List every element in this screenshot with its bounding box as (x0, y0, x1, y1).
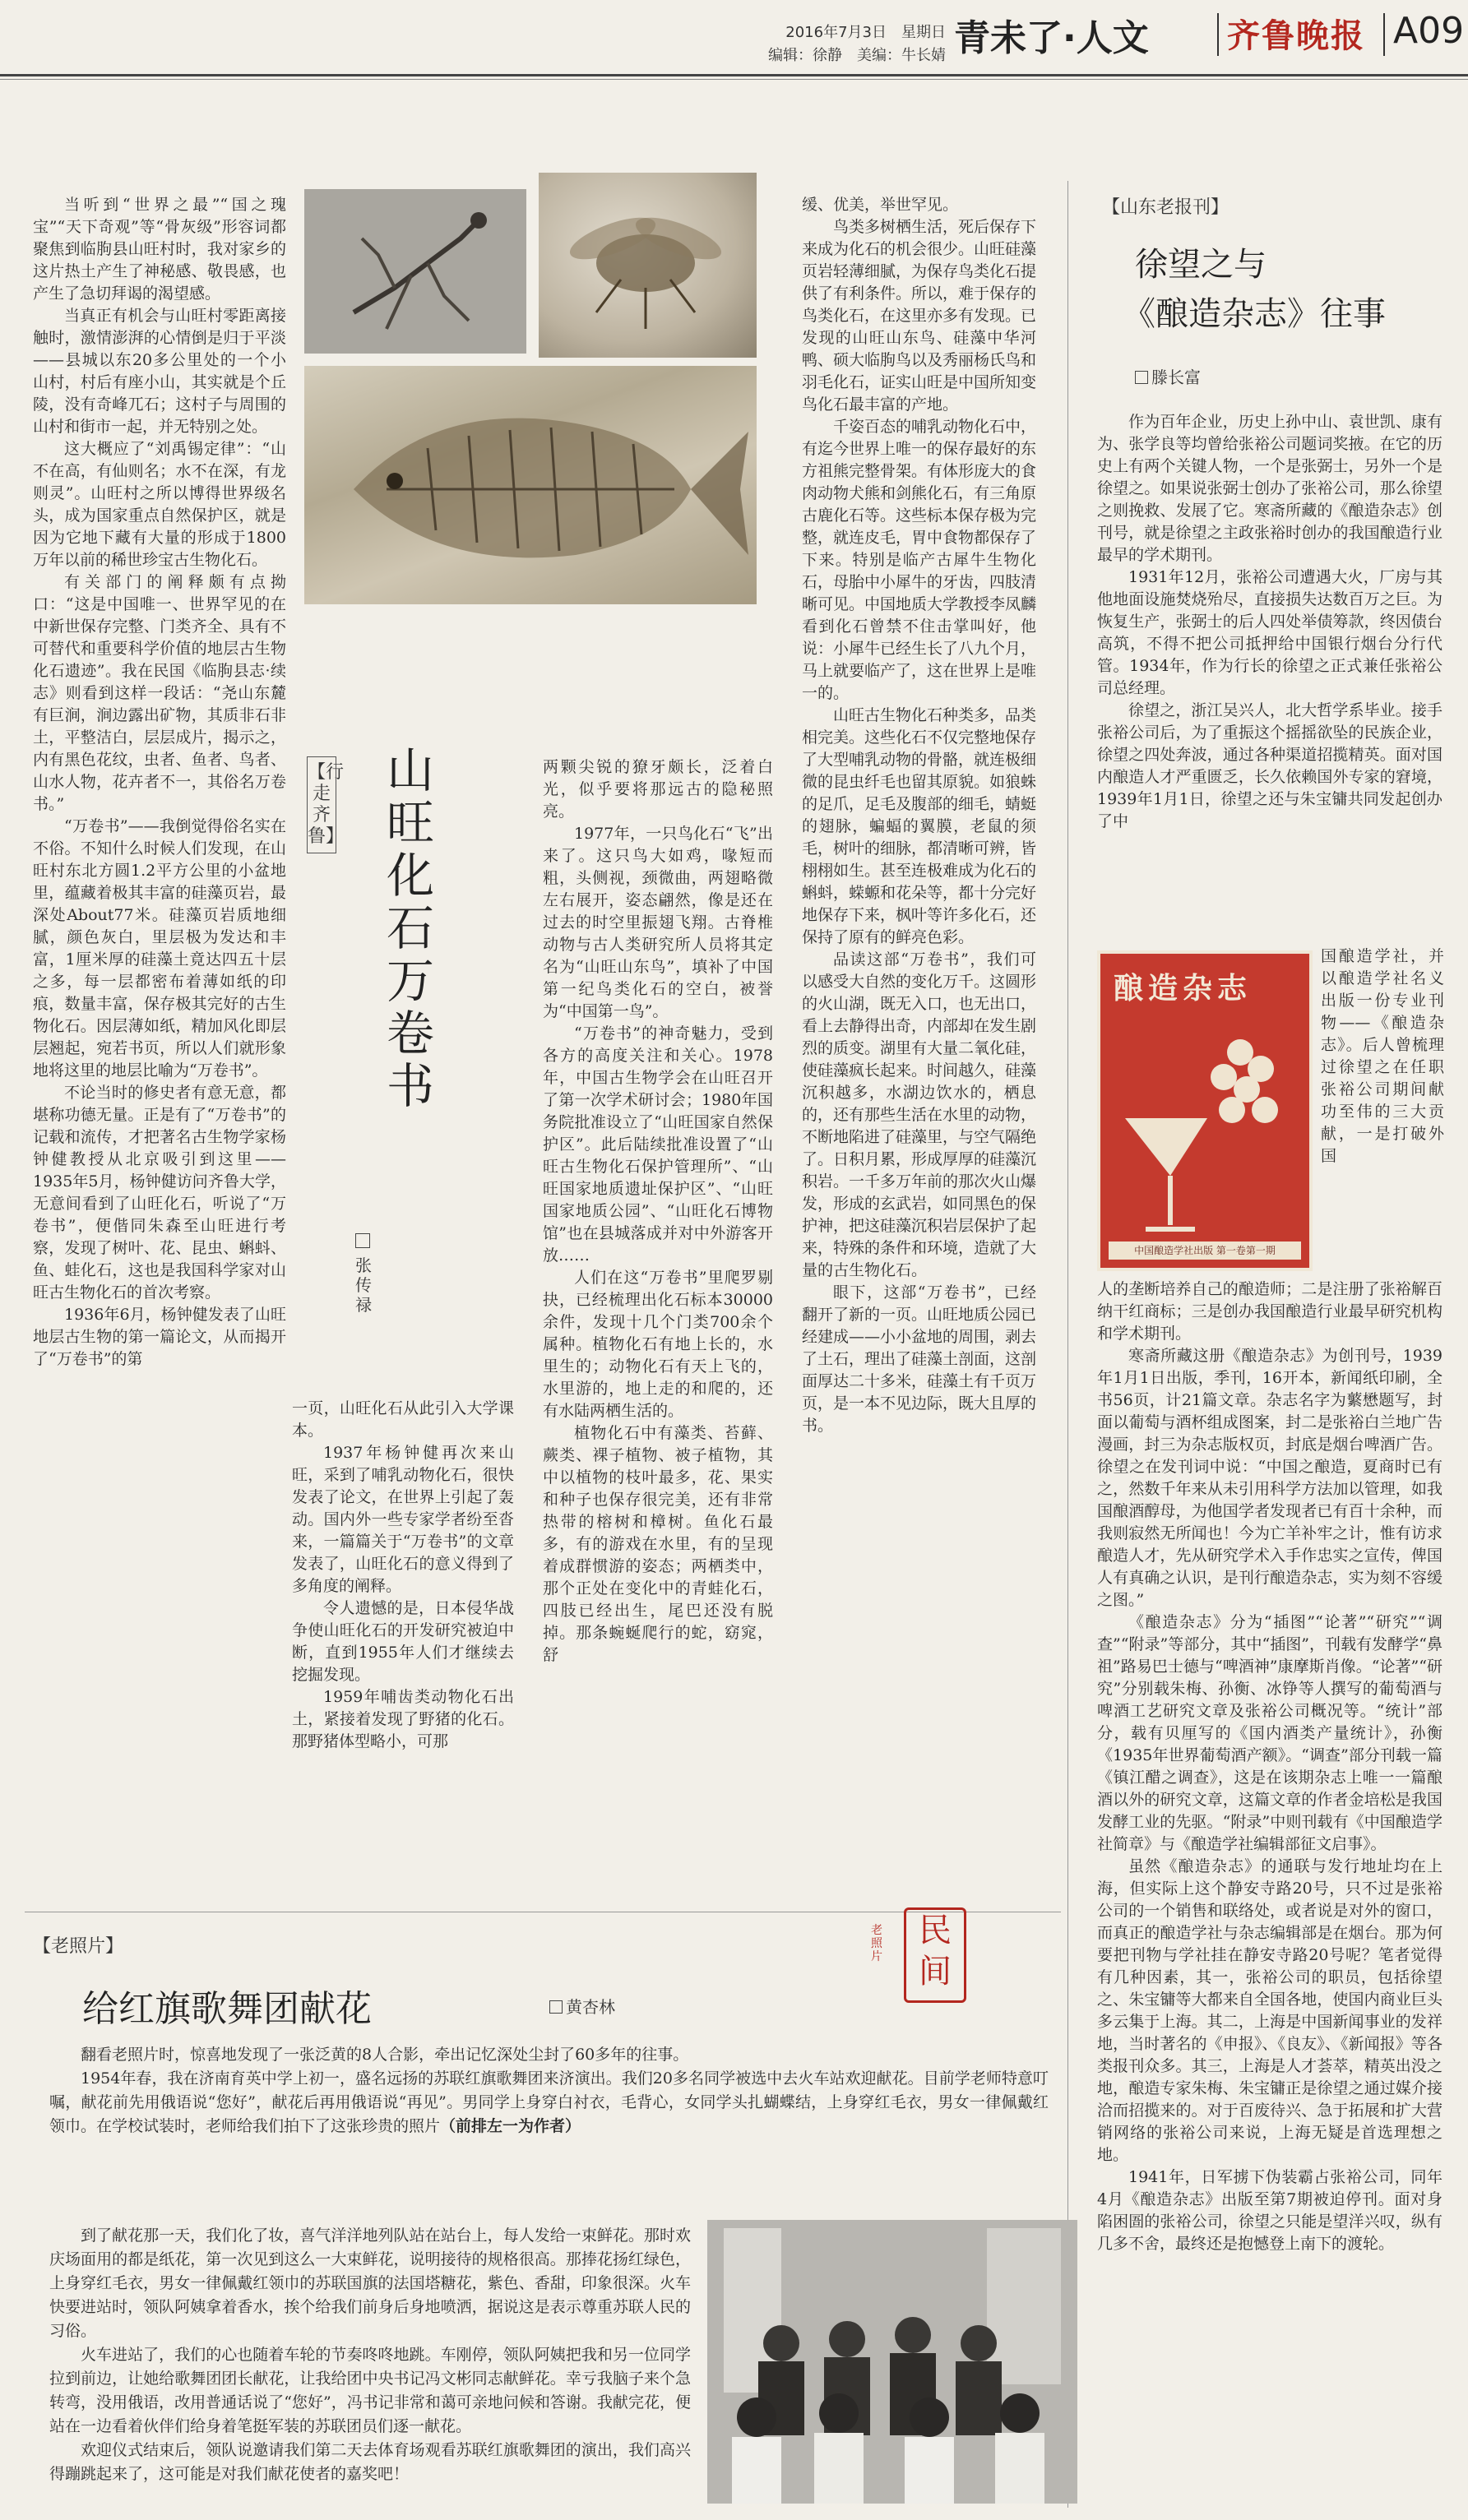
fossil-article-author (355, 1233, 377, 1315)
paragraph-text: 1954年春，我在济南育英中学上初一，盛名远扬的苏联红旗歌舞团来济演出。我们20多名同学被选中去火车站欢迎献花。 (81, 2069, 924, 2088)
paragraph: 植物化石中有藻类、苔藓、蕨类、裸子植物、被子植物，其中以植物的枝叶最多，花、果实和种子也保存很完美，还有非常热带的榕树和樟树。鱼化石最多，有的游戏在水里，有的呈现着成群惯游的姿态；两栖类中，那个正处在变化中的青蛙化石，四肢已经出生，尾巴还没有脱掉。那条蜿蜒爬行的蛇，窈窕，舒 (543, 1424, 773, 1664)
photo-article-intro (49, 2043, 1049, 2139)
paragraph: 人们在这“万卷书”里爬罗剔抉，已经梳理出化石标本30000余件，发现十几个门类700余个属种。植物化石有地上长的，水里生的；动物化石有天上飞的，水里游的，地上走的和爬的，还有水陆两栖生活的。 (543, 1269, 773, 1420)
paragraph (49, 2067, 1049, 2139)
paragraph: 1977年，一只鸟化石“飞”出来了。这只鸟大如鸡，喙短而粗，头侧视，颈微曲，两翅略微左右展开，姿态翩然，像是还在过去的时空里振翅飞翔。古脊椎动物与古人类研究所人员将其定名为“山旺山东鸟”，填补了中国第一纪鸟类化石的空白，被誉为“中国第一鸟”。 (543, 825, 773, 1020)
yeast-article-body-top (1097, 411, 1443, 946)
paragraph: 1937年杨钟健再次来山旺，采到了哺乳动物化石，很快发表了论文，在世界上引起了轰动。国内外一些专家学者纷至沓来，一篇篇关于“万卷书”的文章发表了，山旺化石的意义得到了多角度的阐释。 (292, 1444, 514, 1595)
paragraph: 一页，山旺化石从此引入大学课本。 (292, 1399, 514, 1440)
paragraph: 到了献花那一天，我们化了妆，喜气洋洋地列队站在站台上，每人发给一束鲜花。那时欢庆场面用的都是纸花，第一次见到这么一大束鲜花，说明接待的规格很高。那捧花扬红绿色，上身穿红毛衣，男女一律佩戴红领巾的苏联国旗的法国塔糖花，紫色、香甜，印象很深。火车快要进站时，领队阿姨拿着香水，挨个给我们前身后身地喷洒，据说这是表示尊重苏联人民的习俗。 (49, 2226, 691, 2340)
fossil-article-column-3 (543, 756, 773, 1883)
photo-article-body (49, 2224, 691, 2504)
paragraph: 作为百年企业，历史上孙中山、袁世凯、康有为、张学良等均曾给张裕公司题词奖掖。在它的历史上有两个关键人物，一个是张弼士，另外一个是徐望之。如果说张弼士创办了张裕公司，那么徐望之则挽救、发展了它。寒斋所藏的《酿造杂志》创刊号，就是徐望之主政张裕时创办的我国酿造行业最早的学术期刊。 (1097, 413, 1443, 564)
yeast-article-title-line1: 徐望之与 (1135, 246, 1267, 284)
paragraph: 1936年6月，杨钟健发表了山旺地层古生物的第一篇论文，从而揭开了“万卷书”的第 (33, 1306, 286, 1368)
paragraph: 山旺古生物化石种类多，品类相完美。这些化石不仅完整地保存了大型哺乳动物的骨骼，就连极细微的昆虫纤毛也留其原貌。如狼蛛的足爪，足毛及腹部的细毛，蜻蜓的翅脉，蝙蝠的翼膜，老鼠的须毛，树叶的细脉，都清晰可辨，皆栩栩如生。甚至连极难成为化石的蝌蚪，蝾螈和花朵等，都十分完好地保存下来，枫叶等许多化石，还保持了原有的鲜亮色彩。 (802, 706, 1036, 946)
paragraph: 有关部门的阐释颇有点拗口：“这是中国唯一、世界罕见的在中新世保存完整、门类齐全、具有不可替代和重要科学价值的地层古生物化石遗迹”。我在民国《临朐县志·续志》则看到这样一段话：“尧山东麓有巨涧，涧边露出矿物，其质非石非土，平整洁白，层层成片，揭示之，内有黑色花纹，虫者、鱼者、鸟者、山水人物，花卉者不一，其俗名万卷书。” (33, 573, 286, 813)
paragraph: 当听到“世界之最”“国之瑰宝”“天下奇观”等“骨灰级”形容词都聚焦到临朐县山旺村时，我对家乡的这片热土产生了神秘感、敬畏感，也产生了急切拜谒的渴望感。 (33, 196, 286, 303)
paragraph: 千姿百态的哺乳动物化石中，有迄今世界上唯一的保存最好的东方祖熊完整骨架。有体形庞大的食肉动物犬熊和剑熊化石，有三角原古鹿化石等。这些标本保存极为完整，就连皮毛，胃中食物都保存了下来。特别是临产古犀牛生物化石，母胎中小犀牛的牙齿，四肢清晰可见。中国地质大学教授李凤麟看到化石曾禁不住击掌叫好，他说：小犀牛已经生长了八九个月，马上就要临产了，这在世界上是唯一的。 (802, 418, 1036, 702)
paragraph: 缓、优美，举世罕见。 (802, 196, 959, 214)
author-name: 滕长富 (1151, 368, 1201, 387)
fossil-article-column-1 (33, 194, 286, 1884)
column-tag: 【行走齐鲁】 (307, 756, 336, 853)
magazine-cover-title: 酿造杂志 (1114, 971, 1253, 1006)
author-box-icon (549, 2000, 563, 2014)
seal-main-text: 民间 (904, 1907, 966, 2003)
page-number: A09 (1393, 10, 1465, 52)
fossil-photo-bird (304, 189, 526, 354)
author-box-icon (1135, 371, 1148, 384)
paragraph: 火车进站了，我们的心也随着车轮的节奏咚咚地跳。车刚停，领队阿姨把我和另一位同学拉到前边，让她给歌舞团团长献花，让我给团中央书记冯文彬同志献鲜花。幸亏我脑子来个急转弯，没用俄语，改用普通话说了“您好”，冯书记非常和蔼可亲地问候和答谢。我献完花，便站在一边看着伙伴们给身着笔挺军装的苏联团员们逐一献花。 (49, 2346, 691, 2435)
column-divider (1067, 181, 1068, 2508)
seal-side-text: 老照片 (871, 1924, 882, 1963)
caption-note: （前排左一为作者） (440, 2117, 581, 2135)
header-divider (1383, 13, 1385, 56)
header-date: 2016年7月3日 星期日 (785, 24, 946, 41)
paragraph: “万卷书”——我倒觉得俗名实在不俗。不知什么时候人们发现，在山旺村东北方圆1.2平方公里的小盆地里，蕴藏着极其丰富的硅藻页岩，最深处About77米。硅藻页岩质地细腻，颜色灰白，里层极为发达和丰富，1厘米厚的硅藻土竟达四五十层之多，每一层都密布着薄如纸的印痕，数量丰富，保存极其完好的古生物化石。因层薄如纸，精加风化即层层翘起，宛若书页，所以人们就形象地将这里的地层比喻为“万卷书”。 (33, 817, 286, 1080)
magazine-cover-caption: 中国酿造学社出版 第一卷第一期 (1134, 1245, 1276, 1256)
fossil-article-column-4 (802, 194, 1036, 1884)
column-seal (868, 1907, 966, 2006)
paragraph: 寒斋所藏这册《酿造杂志》为创刊号，1939年1月1日出版，季刊，16开本，新闻纸印刷，全书56页，计21篇文章。杂志名字为蘩懋题写，封面以葡萄与酒杯组成图案，封二是张裕白兰地广告漫画，封三为杂志版权页，封底是烟台啤酒广告。徐望之在发刊词中说：“中国之酿造，夏商时已有之，然数千年来从未引用科学方法加以管理，如我国酿酒醇母，为他国学者发现者已有百十余种，而我则寂然无所闻也！今为亡羊补牢之计，惟有访求酿造人才，先从研究学术入手作忠实之宣传，俾国人有真确之认识，是刊行酿造杂志，实为刻不容缓之图。” (1097, 1347, 1443, 1609)
author-name: 黄杏林 (566, 1997, 615, 2017)
paragraph: 当真正有机会与山旺村零距离接触时，激情澎湃的心情倒是归于平淡——县城以东20多公里处的一个小山村，村后有座小山，其实就是个丘陵，没有奇峰兀石；这村子与周围的山村和街市一起，并无特别之处。 (33, 307, 286, 436)
paragraph: 虽然《酿造杂志》的通联与发行地址均在上海，但实际上这个静安寺路20号，只不过是张裕公司的一个销售和联络处，或者说是对外的窗口，而真正的酿造学社与杂志编辑部是在烟台。那为何要把刊物与学社挂在静安寺路20号呢？笔者觉得有几种因素，其一，张裕公司的职员，包括徐望之、朱宝镛等大都来自全国各地，使国内商业巨头多云集于上海。其二，上海是中国新闻事业的发祥地，当时著名的《申报》、《良友》、《新闻报》等各类报刊众多。其三，上海是人才荟萃，精英出没之地，酿造专家朱梅、朱宝镛正是徐望之通过媒介接洽而招揽来的。对于百废待兴、急于拓展和扩大营销网络的张裕公司来说，上海无疑是首选理想之地。 (1097, 1857, 1443, 2164)
group-photo (707, 2220, 1077, 2504)
header-editors: 编辑：徐静 美编：牛长婧 (768, 47, 946, 64)
yeast-article-body-bottom (1097, 1278, 1443, 2504)
header-rule (0, 79, 1468, 80)
paragraph: 欢迎仪式结束后，领队说邀请我们第二天去体育场观看苏联红旗歌舞团的演出，我们高兴得蹦跳起来了，这可能是对我们献花使者的嘉奖吧！ (49, 2441, 691, 2483)
paragraph: 不论当时的修史者有意无意，都堪称功德无量。正是有了“万卷书”的记载和流传，才把著名古生物学家杨钟健教授从北京吸引到这里——1935年5月，杨钟健访问齐鲁大学，无意间看到了山旺化石，听说了“万卷书”，便偕同朱森至山旺进行考察，发现了树叶、花、昆虫、蝌蚪、鱼、蛙化石，这也是我国科学家对山旺古生物化石的首次考察。 (33, 1084, 286, 1302)
author-box-icon (355, 1233, 370, 1248)
yeast-article-title-line2: 《酿造杂志》往事 (1123, 295, 1386, 333)
paragraph: 《酿造杂志》分为“插图”“论著”“研究”“调查”“附录”等部分，其中“插图”，刊载有发酵学“鼻祖”路易巴士德与“啤酒神”康摩斯肖像。“论著”“研究”分别载朱梅、孙衡、冰铮等人撰写的葡萄酒与啤酒工艺研究文章及张裕公司概况等。“统计”部分，载有贝厘写的《国内酒类产量统计》，孙衡《1935年世界葡萄酒产额》。“调查”部分刊载一篇《镇江醋之调查》，这是在该期杂志上唯一一篇酿酒以外的研究文章，这篇文章的作者金培松是我国发酵工业的先驱。“附录”中则刊载有《中国酿造学社简章》与《酿造学社编辑部征文启事》。 (1097, 1613, 1443, 1853)
paragraph: 品读这部“万卷书”，我们可以感受大自然的变化万千。这圆形的火山湖，既无入口，也无出口，看上去静得出奇，内部却在发生剧烈的质变。湖里有大量二氧化硅，使硅藻疯长起来。时间越久，硅藻沉积越多，水湖边饮水的，栖息的，还有那些生活在水里的动物，不断地陷进了硅藻里，与空气隔绝了。日积月累，形成厚厚的硅藻沉积岩。一千多万年前的那次火山爆发，形成的玄武岩，如同黑色的保护神，把这硅藻沉积岩层保护了起来，特殊的条件和环境，造就了大量的古生物化石。 (802, 950, 1036, 1279)
fossil-photo-insect (539, 173, 757, 358)
paragraph: 眼下，这部“万卷书”，已经翻开了新的一页。山旺地质公园已经建成——小小盆地的周围，剥去了土石，理出了硅藻土剖面，这剖面厚达二十多米，硅藻土有千页万页，是一本不见边际，既大且厚的书。 (802, 1283, 1036, 1435)
section-title: 青未了·人文 (954, 17, 1149, 59)
fossil-photo-fish (304, 366, 757, 604)
photo-article-author (549, 1994, 615, 2018)
paragraph: 人的垄断培养自己的酿造师；二是注册了张裕解百纳干红商标；三是创办我国酿造行业最早研究机构和学术期刊。 (1097, 1280, 1443, 1343)
newspaper-logo: 齐鲁晚报 (1227, 16, 1365, 55)
yeast-article-author (1135, 364, 1201, 388)
author-name: 张传禄 (355, 1255, 372, 1315)
header-rule (0, 74, 1468, 76)
paragraph: 徐望之，浙江吴兴人，北大哲学系毕业。接手张裕公司后，为了重振这个摇摇欲坠的民族企业，徐望之四处奔波，通过各种渠道招揽精英。面对国内酿造人才严重匮乏，长久依赖国外专家的窘境，1939年1月1日，徐望之还与朱宝镛共同发起创办了中 (1097, 701, 1443, 830)
paragraph: 鸟类多树栖生活，死后保存下来成为化石的机会很少。山旺硅藻页岩轻薄细腻，为保存鸟类化石提供了有利条件。所以，难于保存的鸟类化石，在这里亦多有发现。已发现的山旺山东鸟、硅藻中华河鸭、硕大临朐鸟以及秀丽杨氏鸟和羽毛化石，证实山旺是中国所知变鸟化石最丰富的产地。 (802, 218, 1036, 414)
paragraph: 1931年12月，张裕公司遭遇大火，厂房与其他地面设施焚烧殆尽，直接损失达数百万之巨。为恢复生产，张弼士的后人四处举债筹款，终因债台高筑，不得不把公司抵押给中国银行烟台分行代管。1934年，作为行长的徐望之正式兼任张裕公司总经理。 (1097, 568, 1443, 697)
fossil-article-column-2 (292, 1398, 514, 1883)
photo-article-title: 给红旗歌舞团献花 (82, 1988, 372, 2030)
paragraph: “万卷书”的神奇魅力，受到各方的高度关注和关心。1978年，中国古生物学会在山旺召开了第一次学术研讨会；1980年国务院批准设立了“山旺国家自然保护区”。此后陆续批准设置了“山旺古生物化石保护管理所”、“山旺国家地质遗址保护区”、“山旺国家地质公园”、“山旺化石博物馆”也在县城落成并对中外游客开放…… (543, 1024, 773, 1265)
column-tag: 【老照片】 (33, 1936, 124, 1957)
yeast-article-body-side (1321, 946, 1444, 1274)
paragraph-text: 目前学老师特意叮嘱，献花前先用俄语说“您好”，献花后再用俄语说“再见”。男同学上身穿白衬衣，毛背心，女同学头扎蝴蝶结，上身穿红毛衣，男女一律佩戴红领巾。在学校试装时，老师给我们拍下了这张珍贵的照片 (49, 2069, 1049, 2135)
header-divider (1217, 13, 1219, 56)
paragraph: 两颗尖锐的獠牙颇长，泛着白光，似乎要将那远古的隐秘照亮。 (543, 758, 773, 821)
column-tag: 【山东老报刊】 (1102, 197, 1230, 218)
paragraph: 翻看老照片时，惊喜地发现了一张泛黄的8人合影，牵出记忆深处尘封了60多年的往事。 (81, 2046, 689, 2064)
paragraph: 1941年，日军掳下伪装霸占张裕公司，同年4月《酿造杂志》出版至第7期被迫停刊。面对身陷困圄的张裕公司，徐望之只能是望洋兴叹，纵有几多不舍，最终还是抱憾登上南下的渡轮。 (1097, 2168, 1443, 2253)
header-meta (699, 21, 946, 67)
magazine-cover-image (1097, 950, 1313, 1271)
paragraph: 1959年哺齿类动物化石出土，紧接着发现了野猪的化石。那野猪体型略小，可那 (292, 1688, 514, 1750)
paragraph: 国酿造学社，并以酿造学社名义出版一份专业刊物——《酿造杂志》。后人曾梳理过徐望之在任职张裕公司期间献功至伟的三大贡献，一是打破外国 (1321, 947, 1444, 1165)
paragraph: 这大概应了“刘禹锡定律”：“山不在高，有仙则名；水不在深，有龙则灵”。山旺村之所以博得世界级名头，成为国家重点自然保护区，就是因为它地下藏有大量的形成于1800万年以前的稀世珍宝古生物化石。 (33, 440, 286, 569)
paragraph: 令人遗憾的是，日本侵华战争使山旺化石的开发研究被迫中断，直到1955年人们才继续去挖掘发现。 (292, 1599, 514, 1684)
fossil-article-title: 山旺化石万卷书 (387, 742, 435, 1114)
